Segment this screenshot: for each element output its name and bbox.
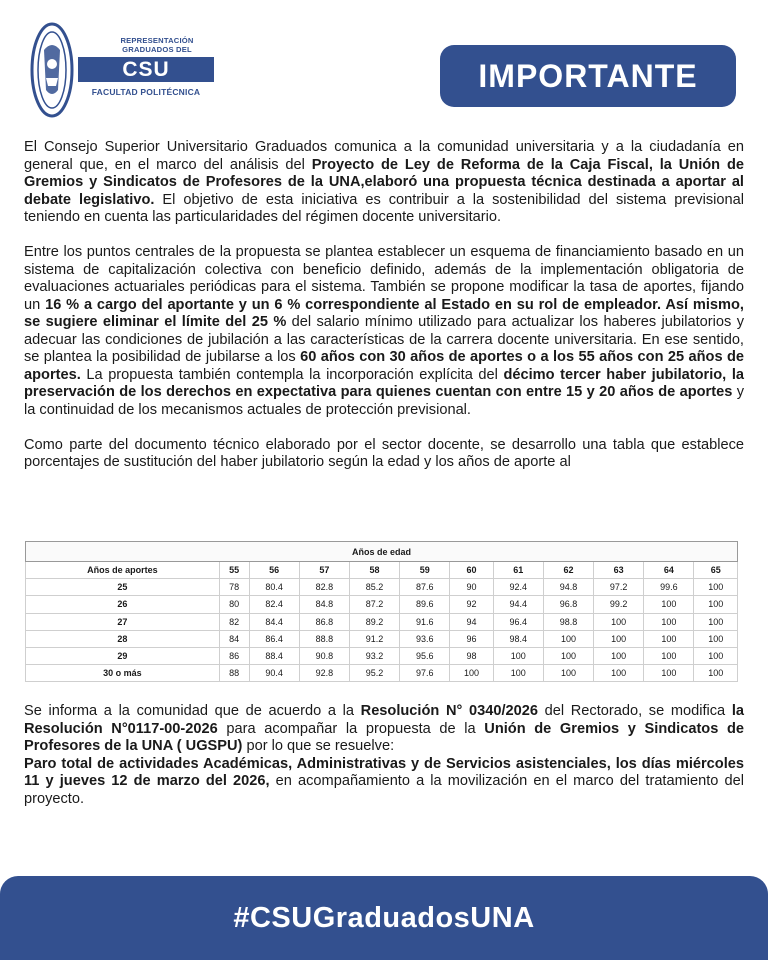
table-age-header: 65 xyxy=(694,562,738,579)
table-cell: 100 xyxy=(644,665,694,682)
table-row xyxy=(26,613,738,630)
table-row xyxy=(26,647,738,664)
table-age-header: 58 xyxy=(349,562,399,579)
text-run: El Consejo Superior Universitario Graduados comunica a la comunidad universitaria y a la ciudadanía en general que, en el marco del análisis del xyxy=(24,139,744,173)
table-caption-row xyxy=(26,542,738,562)
table-cell: 100 xyxy=(450,665,493,682)
table-cell: 100 xyxy=(594,647,644,664)
table-cell: 84.4 xyxy=(249,613,299,630)
table-cell: 100 xyxy=(594,665,644,682)
important-badge: IMPORTANTE xyxy=(440,45,736,107)
table-cell: 82 xyxy=(219,613,249,630)
footer-hashtag: #CSUGraduadosUNA xyxy=(0,876,768,960)
table-cell: 100 xyxy=(493,647,543,664)
table-cell: 97.6 xyxy=(400,665,450,682)
table-age-header: 63 xyxy=(594,562,644,579)
text-run: décimo tercer haber jubilatorio, la preservación de los derechos en expectativa para quienes cuentan con entre 15 y 20 años de aportes xyxy=(24,366,744,400)
table-cell: 99.2 xyxy=(594,596,644,613)
text-run: y la continuidad de los mecanismos actuales de protección previsional. xyxy=(24,384,744,418)
table-cell: 86 xyxy=(219,647,249,664)
paragraph-strike xyxy=(24,756,744,809)
table-cell: 88 xyxy=(219,665,249,682)
table-cell: 89.6 xyxy=(400,596,450,613)
table-cell: 100 xyxy=(694,613,738,630)
text-run: 60 años con 30 años de aportes o a los 55 años con 25 años de aportes. xyxy=(24,349,744,383)
table-age-header: 59 xyxy=(400,562,450,579)
table-row xyxy=(26,596,738,613)
table-cell: 100 xyxy=(694,596,738,613)
text-run: Entre los puntos centrales de la propuesta se plantea establecer un esquema de financiamiento basado en un sistema de capitalización colectiva con beneficio definido, además de la implementación obligatoria de evaluaciones actuariales periódicas para el sistema. También se propone modificar la tasa de aportes, fijando un xyxy=(24,244,744,313)
paragraph-proposal xyxy=(24,244,744,419)
table-cell: 100 xyxy=(543,647,593,664)
table-cell: 97.2 xyxy=(594,579,644,596)
table-age-header: 62 xyxy=(543,562,593,579)
main-content xyxy=(24,139,744,489)
table-cell: 95.6 xyxy=(400,647,450,664)
table-row xyxy=(26,630,738,647)
text-run: en acompañamiento a la movilización en el marco del tratamiento del proyecto. xyxy=(24,773,744,807)
table-cell: 94.4 xyxy=(493,596,543,613)
text-run: Proyecto de Ley de Reforma de la Caja Fiscal, la Unión de Gremios y Sindicatos de Profesores de la UNA,elaboró una propuesta técnica destinada a aportar al debate legislativo. xyxy=(24,156,744,208)
paragraph-intro xyxy=(24,139,744,227)
table-cell: 92 xyxy=(450,596,493,613)
table-cell: 100 xyxy=(694,647,738,664)
table-cell: 82.4 xyxy=(249,596,299,613)
logo-text-top xyxy=(98,36,216,54)
table-cell: 100 xyxy=(543,630,593,647)
table-row xyxy=(26,579,738,596)
table-age-header: 61 xyxy=(493,562,543,579)
table-cell: 92.8 xyxy=(299,665,349,682)
table-row-label: 26 xyxy=(26,596,220,613)
table-cell: 95.2 xyxy=(349,665,399,682)
table-cell: 100 xyxy=(644,596,694,613)
text-run: La propuesta también contempla la incorporación explícita del xyxy=(80,366,504,383)
table-age-header: 55 xyxy=(219,562,249,579)
table-cell: 96.8 xyxy=(543,596,593,613)
table-row xyxy=(26,665,738,682)
table-cell: 80 xyxy=(219,596,249,613)
table-cell: 100 xyxy=(493,665,543,682)
table-cell: 78 xyxy=(219,579,249,596)
table-cell: 100 xyxy=(694,579,738,596)
table-row-header-label: Años de aportes xyxy=(26,562,220,579)
logo-faculty: FACULTAD POLITÉCNICA xyxy=(91,87,201,97)
table-cell: 80.4 xyxy=(249,579,299,596)
table-cell: 93.6 xyxy=(400,630,450,647)
table-row-label: 25 xyxy=(26,579,220,596)
table-age-header: 57 xyxy=(299,562,349,579)
table-cell: 100 xyxy=(543,665,593,682)
table-cell: 94.8 xyxy=(543,579,593,596)
table-cell: 96 xyxy=(450,630,493,647)
text-run: por lo que se resuelve: xyxy=(242,738,395,754)
table-cell: 100 xyxy=(644,613,694,630)
table-row-label: 27 xyxy=(26,613,220,630)
text-run: Se informa a la comunidad que de acuerdo a la xyxy=(24,703,361,719)
table-cell: 92.4 xyxy=(493,579,543,596)
text-run: la Resolución N°0117-00-2026 xyxy=(24,703,744,737)
text-run: Resolución N° 0340/2026 xyxy=(360,703,538,719)
table-cell: 100 xyxy=(644,647,694,664)
table-age-header: 56 xyxy=(249,562,299,579)
table-row-label: 28 xyxy=(26,630,220,647)
logo-csu: CSU xyxy=(78,57,214,82)
table-cell: 87.6 xyxy=(400,579,450,596)
table-age-header: 60 xyxy=(450,562,493,579)
text-run: Paro total de actividades Académicas, Administrativas y de Servicios asistenciales, los días miércoles 11 y jueves 12 de marzo del 2026, xyxy=(24,755,744,789)
table-cell: 100 xyxy=(694,630,738,647)
paragraph-resolution xyxy=(24,703,744,756)
table-cell: 98 xyxy=(450,647,493,664)
text-run: para acompañar la propuesta de la xyxy=(217,720,485,737)
table-age-header: 64 xyxy=(644,562,694,579)
table-caption: Años de edad xyxy=(26,542,738,562)
rate-table xyxy=(25,541,738,682)
table-row-label: 30 o más xyxy=(26,665,220,682)
table-cell: 100 xyxy=(594,630,644,647)
table-cell: 94 xyxy=(450,613,493,630)
table-cell: 90.4 xyxy=(249,665,299,682)
table-cell: 91.2 xyxy=(349,630,399,647)
table-header-row xyxy=(26,562,738,579)
table-cell: 93.2 xyxy=(349,647,399,664)
table-cell: 99.6 xyxy=(644,579,694,596)
table-cell: 87.2 xyxy=(349,596,399,613)
paragraph-table-intro xyxy=(24,437,744,472)
text-run: El objetivo de esta iniciativa es contribuir a la sostenibilidad del sistema previsional teniendo en cuenta las particularidades del régimen docente universitario. xyxy=(24,191,744,225)
resolution-content xyxy=(24,703,744,808)
table-cell: 86.8 xyxy=(299,613,349,630)
table-cell: 90 xyxy=(450,579,493,596)
table-cell: 89.2 xyxy=(349,613,399,630)
table-cell: 90.8 xyxy=(299,647,349,664)
table-cell: 100 xyxy=(694,665,738,682)
text-run: del salario mínimo utilizado para actualizar los haberes jubilatorios y adecuar las condiciones de jubilación a las características de la carrera docente universitaria. En ese sentido, se plantea la posibilidad de jubilarse a los xyxy=(24,314,744,365)
text-run: Como parte del documento técnico elaborado por el sector docente, se desarrollo una tabla que establece porcentajes de sustitución del haber jubilatorio según la edad y los años de aporte al xyxy=(24,436,744,470)
university-seal-icon xyxy=(28,20,76,120)
table-cell: 98.4 xyxy=(493,630,543,647)
text-run: 16 % a cargo del aportante y un 6 % correspondiente al Estado en su rol de empleador. Así mismo, se sugiere eliminar el límite del 25 % xyxy=(24,296,744,330)
text-run: Unión de Gremios y Sindicatos de Profesores de la UNA ( UGSPU) xyxy=(24,720,744,754)
logo-line2: GRADUADOS DEL xyxy=(122,45,192,54)
table-cell: 91.6 xyxy=(400,613,450,630)
table-cell: 84 xyxy=(219,630,249,647)
table-cell: 82.8 xyxy=(299,579,349,596)
table-cell: 98.8 xyxy=(543,613,593,630)
replacement-rate-table xyxy=(25,541,738,682)
table-cell: 85.2 xyxy=(349,579,399,596)
table-row-label: 29 xyxy=(26,647,220,664)
table-cell: 100 xyxy=(644,630,694,647)
table-cell: 86.4 xyxy=(249,630,299,647)
logo-line1: REPRESENTACIÓN xyxy=(120,36,194,45)
table-cell: 96.4 xyxy=(493,613,543,630)
table-cell: 88.4 xyxy=(249,647,299,664)
table-cell: 100 xyxy=(594,613,644,630)
table-cell: 88.8 xyxy=(299,630,349,647)
table-cell: 84.8 xyxy=(299,596,349,613)
csu-logo xyxy=(28,20,218,120)
text-run: del Rectorado, se modifica xyxy=(537,703,732,719)
